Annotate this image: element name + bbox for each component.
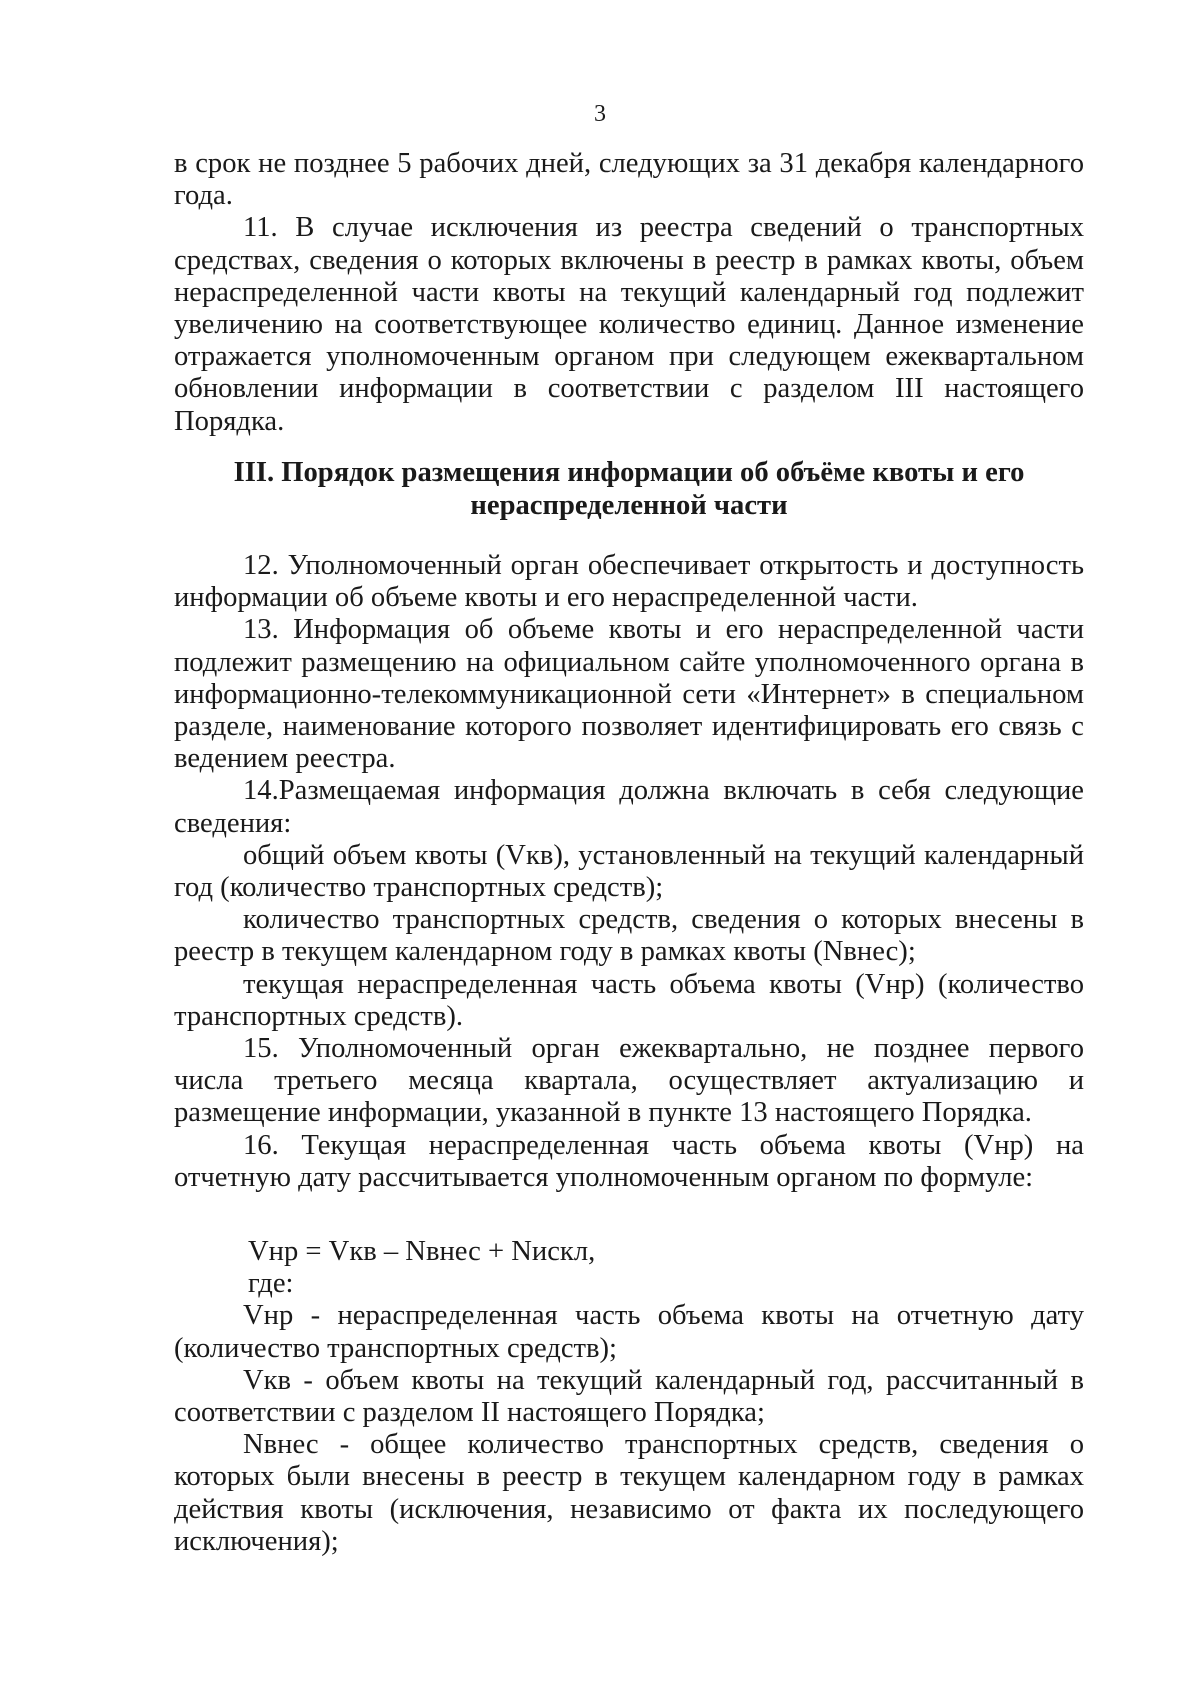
definition-vnr: Vнр - нераспределенная часть объема квоты на отчетную дату (количество транспортных средств); <box>174 1300 1084 1364</box>
item-14-list-entry-unallocated: текущая нераспределенная часть объема квоты (Vнр) (количество транспортных средств). <box>174 968 1084 1032</box>
item-16-paragraph: 16. Текущая нераспределенная часть объема квоты (Vнр) на отчетную дату рассчитывается уполномоченным органом по формуле: <box>174 1129 1084 1193</box>
section-heading <box>174 456 1084 522</box>
definition-vkv: Vкв - объем квоты на текущий календарный год, рассчитанный в соответствии с разделом II настоящего Порядка; <box>174 1364 1084 1429</box>
continuation-paragraph: в срок не позднее 5 рабочих дней, следующих за 31 декабря календарного года. <box>174 148 1084 212</box>
item-14-list-entry-registered-count: количество транспортных средств, сведения о которых внесены в реестр в текущем календарном году в рамках квоты (Nвнес); <box>174 904 1084 968</box>
intro-section <box>174 148 1084 438</box>
formula-expression: Vнр = Vкв – Nвнес + Nискл, <box>248 1236 596 1267</box>
item-13-paragraph: 13. Информация об объеме квоты и его нераспределенной части подлежит размещению на официальном сайте уполномоченного органа в информационно-телекоммуникационной сети «Интернет» в специальном разделе, наименование которого позволяет идентифицировать его связь с ведением реестра. <box>174 614 1084 775</box>
body-section <box>174 550 1084 1194</box>
item-14-list-entry-total-quota: общий объем квоты (Vкв), установленный на текущий календарный год (количество транспортных средств); <box>174 839 1084 904</box>
section-heading-line-2: нераспределенной части <box>470 490 788 521</box>
item-15-paragraph: 15. Уполномоченный орган ежеквартально, не позднее первого числа третьего месяца квартала, осуществляет актуализацию и размещение информации, указанной в пункте 13 настоящего Порядка. <box>174 1033 1084 1129</box>
formula-where-label: где: <box>248 1268 294 1300</box>
item-14-paragraph: 14.Размещаемая информация должна включать в себя следующие сведения: <box>174 775 1084 839</box>
item-11-paragraph: 11. В случае исключения из реестра сведений о транспортных средствах, сведения о которых включены в реестр в рамках квоты, объем нераспределенной части квоты на текущий календарный год подлежит увеличению на соответствующее количество единиц. Данное изменение отражается уполномоченным органом при следующем ежеквартальном обновлении информации в соответствии с разделом III настоящего Порядка. <box>174 212 1084 437</box>
section-heading-line-1: III. Порядок размещения информации об объёме квоты и его <box>233 457 1025 488</box>
page-number: 3 <box>594 101 606 127</box>
formula-section <box>174 1236 1084 1558</box>
definition-nvnes: Nвнес - общее количество транспортных средств, сведения о которых были внесены в реестр в текущем календарном году в рамках действия квоты (исключения, независимо от факта их последующего исключения); <box>174 1429 1084 1557</box>
item-12-paragraph: 12. Уполномоченный орган обеспечивает открытость и доступность информации об объеме квоты и его нераспределенной части. <box>174 550 1084 614</box>
